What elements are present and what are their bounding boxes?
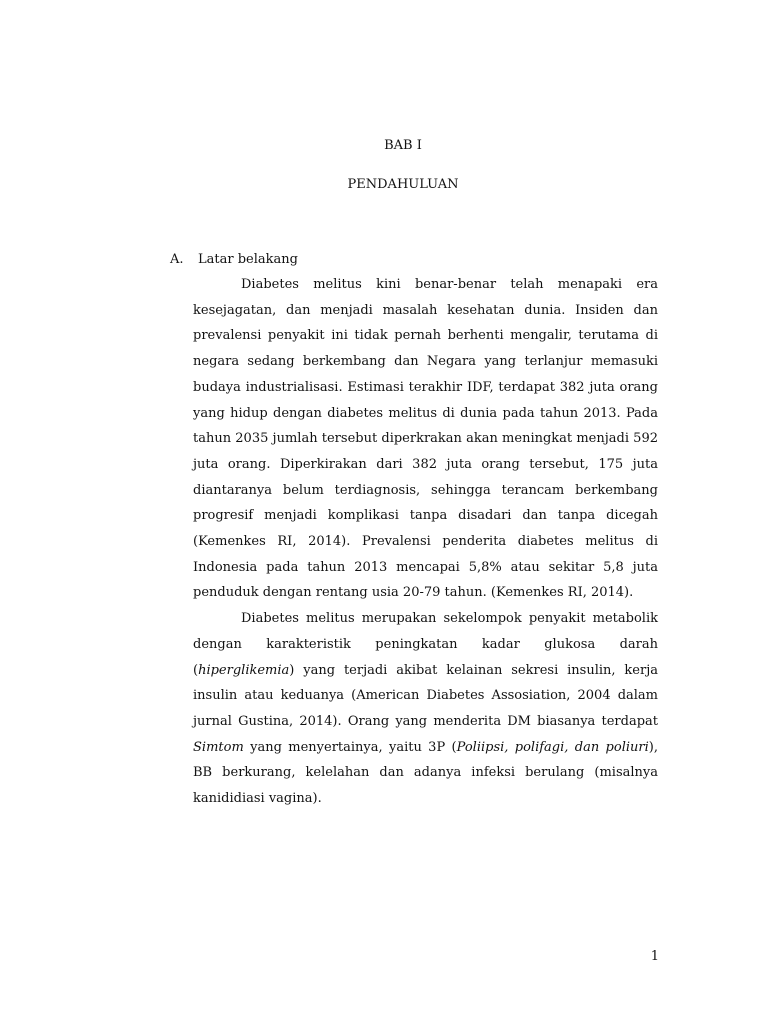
chapter-title-text: PENDAHULUAN	[347, 177, 459, 192]
paragraph-2-part-1: Diabetes melitus merupakan sekelompok penyakit metabolik dengan karakteristik peningkatan kadar glukosa darah (	[193, 611, 658, 678]
section-body	[193, 272, 658, 812]
term-simtom: Simtom	[193, 739, 244, 755]
chapter-number-text: BAB I	[384, 138, 422, 153]
page-number: 1	[650, 949, 659, 964]
section-title: Latar belakang	[198, 252, 298, 267]
paragraph-2-part-3: yang menyertainya, yaitu 3P (	[243, 739, 457, 755]
paragraph-2	[193, 606, 658, 812]
section-heading	[170, 252, 298, 267]
section-letter: A.	[170, 252, 184, 267]
term-hiperglikemia: hiperglikemia	[198, 662, 290, 678]
paragraph-2-part-4: ), BB berkurang, kelelahan dan adanya infeksi berulang (misalnya kanididiasi vagina).	[193, 739, 658, 807]
chapter-number	[0, 138, 768, 153]
term-3p-list: Poliipsi, polifagi, dan poliuri	[456, 739, 649, 755]
paragraph-1: Diabetes melitus kini benar-benar telah menapaki era kesejagatan, dan menjadi masalah kesehatan dunia. Insiden dan prevalensi penyakit ini tidak pernah berhenti mengalir, terutama di negara sedang berkembang dan Negara yang terlanjur memasuki budaya industrialisasi. Estimasi terakhir IDF, terdapat 382 juta orang yang hidup dengan diabetes melitus di dunia pada tahun 2013. Pada tahun 2035 jumlah tersebut diperkrakan akan meningkat menjadi 592 juta orang. Diperkirakan dari 382 juta orang tersebut, 175 juta diantaranya belum terdiagnosis, sehingga terancam berkembang progresif menjadi komplikasi tanpa disadari dan tanpa dicegah (Kemenkes RI, 2014). Prevalensi penderita diabetes melitus di Indonesia pada tahun 2013 mencapai 5,8% atau sekitar 5,8 juta penduduk dengan rentang usia 20-79 tahun. (Kemenkes RI, 2014).	[193, 277, 658, 601]
chapter-title	[0, 177, 768, 192]
paragraph-2-part-2: ) yang terjadi akibat kelainan sekresi insulin, kerja insulin atau keduanya (American Diabetes Assosiation, 2004 dalam jurnal Gustina, 2014). Orang yang menderita DM biasanya terdapat	[193, 662, 658, 729]
